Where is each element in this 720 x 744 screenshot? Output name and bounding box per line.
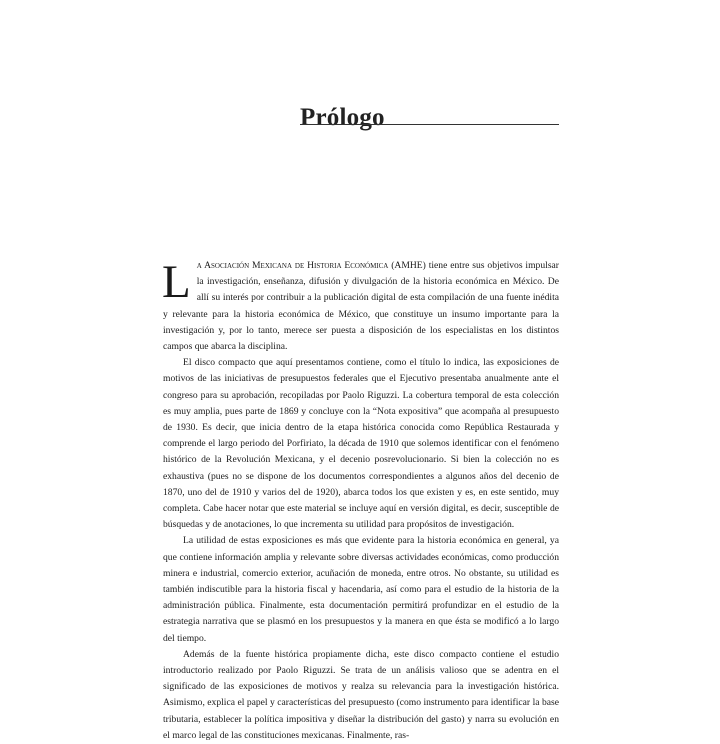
drop-cap: L	[162, 256, 191, 308]
association-name: a Asociación Mexicana de Historia Económica	[196, 260, 389, 271]
paragraph-1	[163, 258, 559, 355]
prologue-body	[163, 258, 559, 744]
paragraph-4: Además de la fuente histórica propiamente dicha, este disco compacto contiene el estudio introductorio realizado por Paolo Riguzzi. Se trata de un análisis valioso que se adentra en el significado de las exposiciones de motivos y realza su relevancia para la investigación histórica. Asimismo, explica el papel y características del presupuesto (como instrumento para identificar la base tributaria, establecer la política impositiva y diseñar la distribución del gasto) y narra su evolución en el marco legal de las constituciones mexicanas. Finalmente, ras-	[163, 648, 559, 741]
page-title: Prólogo	[300, 103, 385, 131]
paragraph-3: La utilidad de estas exposiciones es más que evidente para la historia económica en general, ya que contiene información amplia y relevante sobre diversas actividades económicas, como producción minera e industrial, comercio exterior, acuñación de moneda, entre otros. No obstante, su utilidad es también indiscutible para la historia fiscal y hacendaria, así como para el estudio de la historia de la administración pública. Finalmente, esta documentación permitirá profundizar en el estudio de la estrategia narrativa que se plasmó en los presupuestos y la manera en que ésta se modificó a lo largo del tiempo.	[163, 535, 559, 644]
paragraph-2: El disco compacto que aquí presentamos contiene, como el título lo indica, las exposiciones de motivos de las iniciativas de presupuestos federales que el Ejecutivo presentaba anualmente ante el congreso para su aprobación, recopiladas por Paolo Riguzzi. La cobertura temporal de esta colección es muy amplia, pues parte de 1869 y concluye con la “Nota expositiva” que acompaña al presupuesto de 1930. Es decir, que inicia dentro de la etapa histórica conocida como República Restaurada y comprende el largo periodo del Porfiriato, la década de 1910 que solemos identificar con el fenómeno histórico de la Revolución Mexicana, y el decenio posrevolucionario. Si bien la colección no es exhaustiva (pues no se dispone de los documentos correspondientes a algunos años del decenio de 1870, uno del de 1910 y varios del de 1920), abarca todos los que existen y es, en este sentido, muy completa. Cabe hacer notar que este material se incluye aquí en versión digital, es decir, susceptible de búsquedas y de anotaciones, lo que incrementa su utilidad para propósitos de investigación.	[163, 357, 559, 531]
title-rule	[300, 124, 559, 125]
paragraph-1-text: (AMHE) tiene entre sus objetivos impulsar la investigación, enseñanza, difusión y divulgación de la historia económica en México. De allí su interés por contribuir a la publicación digital de esta compilación de una fuente inédita y relevante para la historia económica de México, que constituye un insumo importante para la investigación y, por lo tanto, merece ser puesta a disposición de los especialistas en los distintos campos que abarca la disciplina.	[163, 260, 560, 353]
